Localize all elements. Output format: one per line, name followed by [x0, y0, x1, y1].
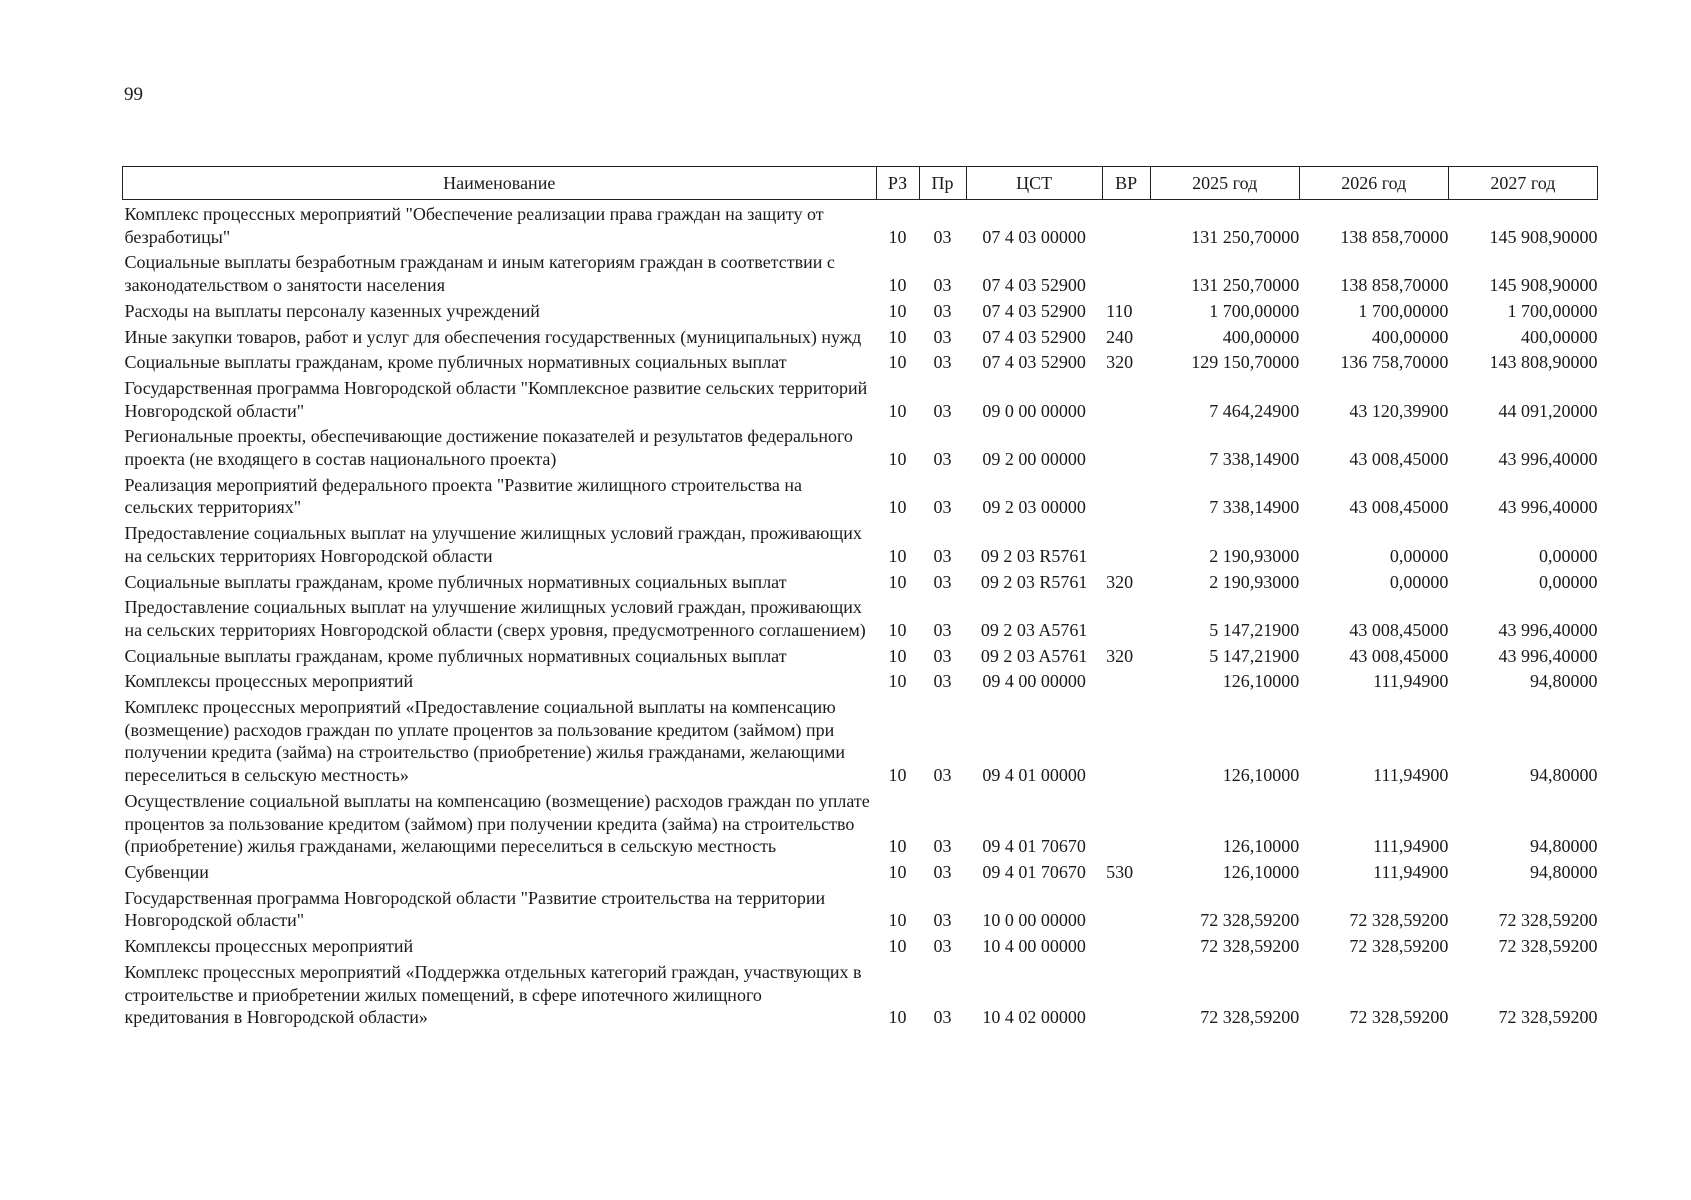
table-row [123, 374, 1598, 422]
cell-pr: 03 [933, 326, 952, 347]
header-2027: 2027 год [1448, 167, 1597, 200]
cell-name: Государственная программа Новгородской области "Комплексное развитие сельских территорий Новгородской области" [124, 377, 868, 421]
cell-2027: 0,00000 [1539, 571, 1598, 592]
cell-name: Государственная программа Новгородской области "Развитие строительства на территории Новгородской области" [124, 887, 826, 931]
cell-name: Субвенции [124, 861, 209, 882]
cell-2025: 7 464,24900 [1209, 400, 1300, 421]
table-row [123, 297, 1598, 323]
cell-2025: 126,10000 [1222, 765, 1300, 786]
cell-name: Социальные выплаты гражданам, кроме публичных нормативных социальных выплат [124, 645, 787, 666]
cell-cst: 09 2 03 00000 [982, 497, 1086, 518]
cell-2025: 2 190,93000 [1209, 571, 1300, 592]
table-row [123, 667, 1598, 693]
cell-vr [1102, 958, 1150, 1029]
cell-2025: 5 147,21900 [1209, 619, 1300, 640]
cell-vr: 320 [1106, 571, 1134, 592]
cell-vr: 110 [1106, 300, 1133, 321]
cell-name: Социальные выплаты гражданам, кроме публичных нормативных социальных выплат [124, 352, 787, 373]
cell-2026: 138 858,70000 [1340, 226, 1449, 247]
table-row [123, 471, 1598, 519]
cell-name: Региональные проекты, обеспечивающие достижение показателей и результатов федерального проекта (не входящего в состав национального проекта) [124, 426, 853, 470]
cell-2025: 7 338,14900 [1209, 449, 1300, 470]
cell-name: Предоставление социальных выплат на улучшение жилищных условий граждан, проживающих на сельских территориях Новгородской области [124, 523, 862, 566]
cell-2027: 94,80000 [1530, 765, 1598, 786]
cell-2027: 145 908,90000 [1489, 275, 1598, 296]
cell-cst: 09 2 03 R5761 [980, 571, 1088, 592]
cell-pr: 03 [933, 400, 952, 421]
cell-vr: 530 [1106, 861, 1134, 882]
table-row [123, 932, 1598, 958]
cell-2026: 43 120,39900 [1349, 400, 1449, 421]
cell-cst: 09 0 00 00000 [982, 400, 1086, 421]
cell-name: Осуществление социальной выплаты на компенсацию (возмещение) расходов граждан по уплате процентов за пользование кредитом (займом) при получении кредита (займа) на строительство (приобретение) жилья гражданами, желающими переселиться в сельскую местность [124, 790, 870, 857]
cell-pr: 03 [933, 910, 952, 931]
cell-cst: 09 2 03 R5761 [980, 545, 1088, 566]
cell-vr [1102, 374, 1150, 422]
cell-cst: 07 4 03 52900 [982, 352, 1086, 373]
cell-pr: 03 [933, 671, 952, 692]
cell-2026: 138 858,70000 [1340, 275, 1449, 296]
cell-cst: 09 4 01 70670 [982, 836, 1086, 857]
cell-2025: 7 338,14900 [1209, 497, 1300, 518]
cell-cst: 09 2 03 A5761 [980, 645, 1088, 666]
cell-vr [1102, 248, 1150, 296]
cell-rz: 10 [888, 936, 907, 957]
table-row [123, 693, 1598, 787]
header-vr: ВР [1102, 167, 1150, 200]
cell-2026: 111,94900 [1373, 765, 1449, 786]
cell-2027: 43 996,40000 [1498, 619, 1598, 640]
cell-2025: 131 250,70000 [1191, 275, 1300, 296]
cell-2026: 1 700,00000 [1358, 300, 1449, 321]
cell-2027: 145 908,90000 [1489, 226, 1598, 247]
cell-rz: 10 [888, 571, 907, 592]
cell-vr [1102, 593, 1150, 641]
cell-2027: 143 808,90000 [1489, 352, 1598, 373]
cell-2026: 72 328,59200 [1349, 1007, 1449, 1028]
cell-cst: 09 4 00 00000 [982, 671, 1086, 692]
cell-2027: 0,00000 [1539, 545, 1598, 566]
cell-vr [1102, 787, 1150, 858]
cell-2026: 43 008,45000 [1349, 619, 1449, 640]
cell-vr: 320 [1106, 352, 1134, 373]
cell-2025: 72 328,59200 [1200, 936, 1300, 957]
table-row [123, 519, 1598, 567]
table-body [123, 200, 1598, 1029]
cell-name: Комплексы процессных мероприятий [124, 936, 414, 957]
cell-vr [1102, 884, 1150, 932]
cell-name: Социальные выплаты гражданам, кроме публичных нормативных социальных выплат [124, 571, 787, 592]
cell-rz: 10 [888, 671, 907, 692]
cell-2025: 129 150,70000 [1191, 352, 1300, 373]
cell-cst: 07 4 03 52900 [982, 275, 1086, 296]
cell-rz: 10 [888, 910, 907, 931]
cell-pr: 03 [933, 275, 952, 296]
table-row [123, 958, 1598, 1029]
cell-2025: 72 328,59200 [1200, 1007, 1300, 1028]
cell-2025: 5 147,21900 [1209, 645, 1300, 666]
cell-cst: 09 4 01 70670 [982, 861, 1086, 882]
cell-2027: 43 996,40000 [1498, 645, 1598, 666]
cell-2027: 72 328,59200 [1498, 936, 1598, 957]
table-row [123, 858, 1598, 884]
cell-2027: 94,80000 [1530, 861, 1598, 882]
cell-rz: 10 [888, 1007, 907, 1028]
header-2025: 2025 год [1150, 167, 1299, 200]
cell-2027: 44 091,20000 [1498, 400, 1598, 421]
cell-pr: 03 [933, 861, 952, 882]
cell-name: Комплекс процессных мероприятий «Предоставление социальной выплаты на компенсацию (возмещение) расходов граждан по уплате процентов за пользование кредитом (займом) при получении кредита (займа) на строительство (приобретение) жилья гражданами, желающими переселиться в сельскую местность» [124, 697, 846, 786]
cell-name: Комплексы процессных мероприятий [124, 671, 414, 692]
cell-vr [1102, 932, 1150, 958]
cell-2027: 400,00000 [1521, 326, 1598, 347]
table-row [123, 200, 1598, 249]
cell-pr: 03 [933, 765, 952, 786]
cell-rz: 10 [888, 352, 907, 373]
cell-2025: 126,10000 [1222, 861, 1300, 882]
cell-2026: 136 758,70000 [1340, 352, 1449, 373]
table-row [123, 348, 1598, 374]
cell-pr: 03 [933, 300, 952, 321]
cell-2025: 131 250,70000 [1191, 226, 1300, 247]
cell-vr [1102, 667, 1150, 693]
cell-cst: 10 0 00 00000 [982, 910, 1086, 931]
cell-vr: 240 [1106, 326, 1134, 347]
cell-rz: 10 [888, 645, 907, 666]
cell-pr: 03 [933, 936, 952, 957]
cell-2027: 43 996,40000 [1498, 497, 1598, 518]
table-row [123, 787, 1598, 858]
cell-2027: 94,80000 [1530, 836, 1598, 857]
table-row [123, 248, 1598, 296]
header-2026: 2026 год [1299, 167, 1448, 200]
cell-cst: 09 4 01 00000 [982, 765, 1086, 786]
cell-2027: 72 328,59200 [1498, 910, 1598, 931]
cell-vr [1102, 693, 1150, 787]
cell-cst: 10 4 02 00000 [982, 1007, 1086, 1028]
cell-pr: 03 [933, 836, 952, 857]
cell-rz: 10 [888, 326, 907, 347]
cell-cst: 09 2 00 00000 [982, 449, 1086, 470]
cell-2025: 400,00000 [1222, 326, 1300, 347]
cell-rz: 10 [888, 619, 907, 640]
header-rz: РЗ [876, 167, 919, 200]
cell-pr: 03 [933, 1007, 952, 1028]
cell-name: Расходы на выплаты персоналу казенных учреждений [124, 300, 540, 321]
cell-name: Реализация мероприятий федерального проекта "Развитие жилищного строительства на сельских территориях" [124, 474, 803, 518]
cell-2026: 72 328,59200 [1349, 936, 1449, 957]
table-row [123, 568, 1598, 594]
header-name: Наименование [123, 167, 877, 200]
cell-vr [1102, 422, 1150, 470]
cell-2025: 2 190,93000 [1209, 545, 1300, 566]
cell-2025: 1 700,00000 [1209, 300, 1300, 321]
cell-2026: 0,00000 [1389, 571, 1449, 592]
cell-2026: 72 328,59200 [1349, 910, 1449, 931]
cell-name: Комплекс процессных мероприятий "Обеспечение реализации права граждан на защиту от безработицы" [124, 204, 824, 247]
page-number: 99 [124, 84, 143, 105]
cell-2026: 43 008,45000 [1349, 449, 1449, 470]
cell-cst: 07 4 03 52900 [982, 326, 1086, 347]
table-row [123, 593, 1598, 641]
cell-name: Предоставление социальных выплат на улучшение жилищных условий граждан, проживающих на сельских территориях Новгородской области (сверх уровня, предусмотренного соглашением) [124, 597, 866, 640]
cell-2026: 43 008,45000 [1349, 497, 1449, 518]
table-row [123, 323, 1598, 349]
table-row [123, 642, 1598, 668]
cell-2026: 43 008,45000 [1349, 645, 1449, 666]
cell-2027: 72 328,59200 [1498, 1007, 1598, 1028]
cell-pr: 03 [933, 645, 952, 666]
cell-2026: 400,00000 [1371, 326, 1449, 347]
cell-rz: 10 [888, 449, 907, 470]
cell-pr: 03 [933, 226, 952, 247]
cell-2025: 72 328,59200 [1200, 910, 1300, 931]
cell-rz: 10 [888, 836, 907, 857]
cell-2026: 111,94900 [1373, 836, 1449, 857]
cell-2027: 94,80000 [1530, 671, 1598, 692]
cell-2025: 126,10000 [1222, 671, 1300, 692]
cell-rz: 10 [888, 300, 907, 321]
cell-pr: 03 [933, 619, 952, 640]
cell-rz: 10 [888, 861, 907, 882]
cell-pr: 03 [933, 545, 952, 566]
cell-pr: 03 [933, 497, 952, 518]
header-cst: ЦСТ [966, 167, 1102, 200]
cell-rz: 10 [888, 545, 907, 566]
cell-name: Социальные выплаты безработным гражданам и иным категориям граждан в соответствии с законодательством о занятости населения [124, 252, 835, 296]
cell-vr [1102, 519, 1150, 567]
cell-cst: 07 4 03 52900 [982, 300, 1086, 321]
table-header [123, 167, 1598, 200]
cell-name: Комплекс процессных мероприятий «Поддержка отдельных категорий граждан, участвующих в строительстве и приобретении жилых помещений, в сфере ипотечного жилищного кредитования в Новгородской области» [124, 961, 862, 1028]
cell-2027: 43 996,40000 [1498, 449, 1598, 470]
cell-pr: 03 [933, 449, 952, 470]
header-pr: Пр [919, 167, 966, 200]
cell-2026: 111,94900 [1373, 671, 1449, 692]
cell-rz: 10 [888, 497, 907, 518]
cell-pr: 03 [933, 571, 952, 592]
cell-cst: 10 4 00 00000 [982, 936, 1086, 957]
cell-pr: 03 [933, 352, 952, 373]
table-row [123, 422, 1598, 470]
cell-rz: 10 [888, 765, 907, 786]
cell-2025: 126,10000 [1222, 836, 1300, 857]
cell-cst: 09 2 03 A5761 [980, 619, 1088, 640]
cell-2027: 1 700,00000 [1507, 300, 1598, 321]
cell-cst: 07 4 03 00000 [982, 226, 1086, 247]
cell-rz: 10 [888, 275, 907, 296]
cell-vr [1102, 200, 1150, 249]
cell-rz: 10 [888, 226, 907, 247]
cell-vr: 320 [1106, 645, 1134, 666]
cell-2026: 0,00000 [1389, 545, 1449, 566]
budget-table [122, 166, 1598, 1029]
cell-2026: 111,94900 [1373, 861, 1449, 882]
table-row [123, 884, 1598, 932]
cell-rz: 10 [888, 400, 907, 421]
cell-name: Иные закупки товаров, работ и услуг для обеспечения государственных (муниципальных) нужд [124, 326, 862, 347]
cell-vr [1102, 471, 1150, 519]
